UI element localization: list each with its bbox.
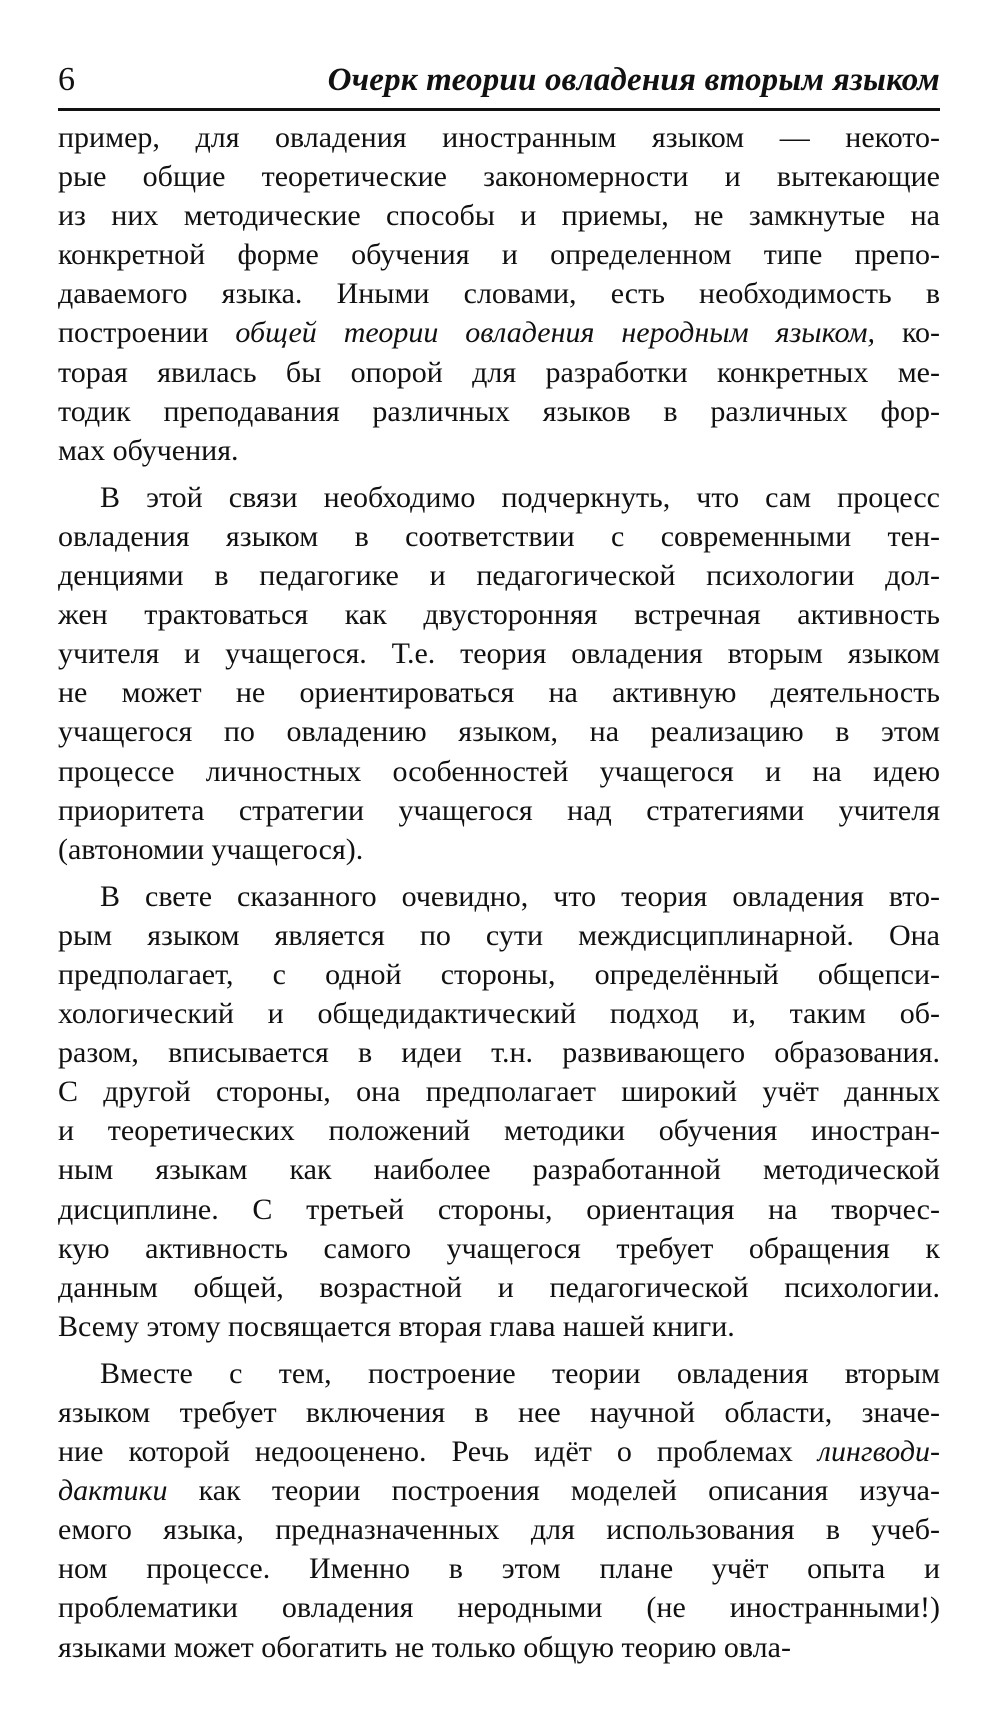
text-run: овладения языком в соответствии с современными тен-	[58, 519, 940, 553]
italic-text: общей теории овладения неродным языком,	[235, 316, 875, 350]
text-run: (автономии учащегося).	[58, 832, 364, 866]
text-line	[58, 877, 940, 916]
text-line	[58, 1190, 940, 1229]
text-line	[58, 1393, 940, 1432]
text-line	[58, 955, 940, 994]
text-line	[58, 196, 940, 235]
text-run: языками может обогатить не только общую теорию овла-	[58, 1630, 791, 1664]
text-run: разом, вписывается в идеи т.н. развивающего образования.	[58, 1036, 940, 1070]
text-line	[58, 916, 940, 955]
text-line	[58, 431, 940, 470]
text-run: ние которой недооценено. Речь идёт о проблемах	[58, 1435, 818, 1469]
text-line	[58, 673, 940, 712]
text-line	[58, 556, 940, 595]
text-run: процессе личностных особенностей учащегося и на идею	[58, 754, 940, 788]
paragraph	[58, 478, 940, 869]
text-line	[58, 392, 940, 431]
text-run: ном процессе. Именно в этом плане учёт опыта и	[58, 1552, 940, 1586]
paragraph-gap	[58, 1346, 940, 1354]
text-run: конкретной форме обучения и определенном типе препо-	[58, 238, 940, 272]
text-run: В свете сказанного очевидно, что теория овладения вто-	[100, 879, 940, 913]
text-line	[58, 118, 940, 157]
text-line	[58, 517, 940, 556]
running-title: Очерк теории овладения вторым языком	[327, 62, 940, 98]
text-run: жен трактоваться как двусторонняя встречная активность	[58, 598, 940, 632]
text-line	[58, 994, 940, 1033]
paragraph-gap	[58, 470, 940, 478]
text-run: пример, для овладения иностранным языком — некото-	[58, 121, 940, 154]
text-run: кую активность самого учащегося требует обращения к	[58, 1231, 940, 1265]
text-run: учащегося по овладению языком, на реализацию в этом	[58, 715, 940, 749]
text-run: не может не ориентироваться на активную деятельность	[58, 676, 940, 710]
text-line	[58, 1628, 940, 1667]
text-line	[58, 712, 940, 751]
text-line	[58, 830, 940, 869]
text-line	[58, 1588, 940, 1627]
text-run: данным общей, возрастной и педагогической психологии.	[58, 1270, 940, 1304]
text-line	[58, 1354, 940, 1393]
text-run: построении	[58, 316, 236, 350]
page-number: 6	[58, 61, 75, 98]
text-line	[58, 1229, 940, 1268]
text-line	[58, 1549, 940, 1588]
text-run: из них методические способы и приемы, не замкнутые на	[58, 199, 940, 233]
paragraph	[58, 1354, 940, 1667]
body-text	[58, 118, 940, 1667]
text-line	[58, 274, 940, 313]
text-line	[58, 595, 940, 634]
text-run: ным языкам как наиболее разработанной методической	[58, 1153, 940, 1187]
text-run: торая явилась бы опорой для разработки конкретных ме-	[58, 355, 940, 389]
text-line	[58, 1510, 940, 1549]
text-line	[58, 791, 940, 830]
text-run: С другой стороны, она предполагает широкий учёт данных	[58, 1075, 940, 1109]
header-rule	[58, 108, 940, 111]
text-run: мах обучения.	[58, 433, 239, 467]
text-line	[58, 1072, 940, 1111]
text-run: В этой связи необходимо подчеркнуть, что сам процесс	[100, 480, 940, 514]
text-line	[58, 1432, 940, 1471]
text-run: тодик преподавания различных языков в различных фор-	[58, 394, 940, 428]
text-line	[58, 1307, 940, 1346]
text-run: и теоретических положений методики обучения иностран-	[58, 1114, 940, 1148]
text-run: хологический и общедидактический подход и, таким об-	[58, 997, 940, 1031]
text-line	[58, 1150, 940, 1189]
text-run: языком требует включения в нее научной области, значе-	[58, 1396, 940, 1429]
text-run: рым языком является по сути междисциплинарной. Она	[58, 918, 940, 952]
text-line	[58, 1268, 940, 1307]
text-run: Вместе с тем, построение теории овладения вторым	[100, 1356, 940, 1390]
text-line	[58, 313, 940, 352]
paragraph	[58, 877, 940, 1346]
text-run: учителя и учащегося. Т.е. теория овладения вторым языком	[58, 637, 940, 671]
text-run: рые общие теоретические закономерности и вытекающие	[58, 160, 940, 194]
text-line	[58, 353, 940, 392]
text-line	[58, 1471, 940, 1510]
paragraph-gap	[58, 869, 940, 877]
text-line	[58, 478, 940, 517]
text-run: даваемого языка. Иными словами, есть необходимость в	[58, 277, 940, 311]
text-line	[58, 235, 940, 274]
text-run: Всему этому посвящается вторая глава нашей книги.	[58, 1309, 735, 1343]
text-run: приоритета стратегии учащегося над стратегиями учителя	[58, 793, 940, 827]
text-run: денциями в педагогике и педагогической психологии дол-	[58, 559, 940, 593]
italic-text: лингводи-	[817, 1435, 940, 1469]
text-line	[58, 752, 940, 791]
text-run: проблематики овладения неродными (не иностранными!)	[58, 1591, 940, 1625]
text-run: дисциплине. С третьей стороны, ориентация на творчес-	[58, 1192, 940, 1226]
text-run: как теории построения моделей описания изуча-	[167, 1474, 940, 1508]
paragraph	[58, 118, 940, 470]
text-run: предполагает, с одной стороны, определённый общепси-	[58, 957, 940, 991]
text-run: емого языка, предназначенных для использования в учеб-	[58, 1513, 940, 1547]
text-line	[58, 1033, 940, 1072]
text-line	[58, 1111, 940, 1150]
text-line	[58, 157, 940, 196]
italic-text: дактики	[58, 1474, 168, 1508]
text-line	[58, 634, 940, 673]
text-run: ко-	[875, 316, 940, 350]
running-head	[58, 58, 940, 106]
